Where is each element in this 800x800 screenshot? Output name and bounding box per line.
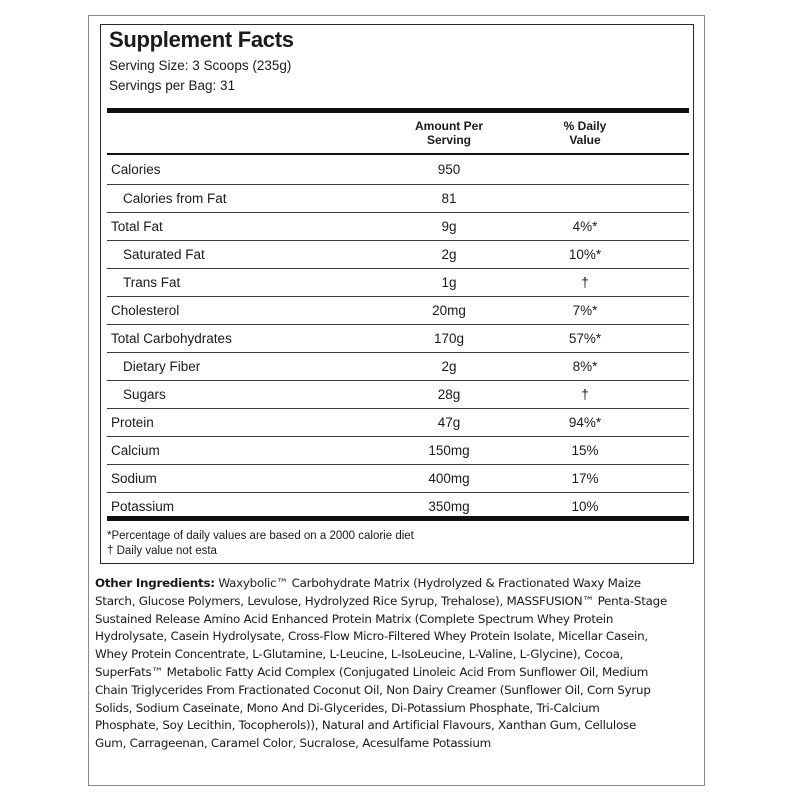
nutrient-name: Calories from Fat [123,191,227,206]
nutrient-row [107,408,689,437]
ingredients-line: Whey Protein Concentrate, L-Glutamine, L-Leucine, L-IsoLeucine, L-Valine, L-Glycine), Cocoa, [95,647,624,662]
nutrient-amount: 81 [441,191,457,206]
serving-size: Serving Size: 3 Scoops (235g) [109,58,292,73]
nutrient-row [107,296,689,325]
nutrient-name: Sugars [123,387,166,402]
nutrient-name: Calcium [111,443,160,458]
nutrient-name: Protein [111,415,154,430]
nutrient-name: Dietary Fiber [123,359,201,374]
ingredients-lines [95,575,701,753]
amount-column-header: Amount Per Serving [414,119,483,147]
ingredients-line: Hydrolysate, Casein Hydrolysate, Cross-Flow Micro-Filtered Whey Protein Isolate, Micellar Casein, [95,629,648,644]
nutrient-amount: 1g [441,275,457,290]
nutrient-name: Total Carbohydrates [111,331,232,346]
nutrient-amount: 20mg [432,303,466,318]
nutrient-daily-value: 4%* [572,219,598,234]
ingredients-line: Solids, Sodium Caseinate, Mono And Di-Glycerides, Di-Potassium Phosphate, Tri-Calcium [95,700,600,715]
nutrient-daily-value: 94%* [568,415,602,430]
bottom-thick-rule [107,516,689,521]
nutrient-amount: 47g [437,415,461,430]
nutrient-row [107,352,689,381]
other-ingredients [95,575,701,753]
nutrient-name: Trans Fat [123,275,181,290]
nutrient-amount: 150mg [428,443,470,458]
nutrient-row [107,324,689,353]
nutrient-name: Calories [111,162,161,177]
ingredients-line: Starch, Glucose Polymers, Levulose, Hydrolyzed Rice Syrup, Trehalose), MASSFUSION™ Penta-Stage [95,593,668,608]
nutrient-name: Cholesterol [111,303,180,318]
nutrient-amount: 400mg [428,471,470,486]
nutrient-row [107,268,689,297]
nutrient-amount: 950 [437,162,461,177]
top-thick-rule [107,108,689,113]
nutrient-row [107,240,689,269]
nutrient-row [107,464,689,493]
servings-per-container: Servings per Bag: 31 [109,78,236,93]
nutrient-daily-value: 10%* [568,247,602,262]
nutrient-amount: 170g [433,331,465,346]
nutrient-name: Total Fat [111,219,163,234]
nutrient-daily-value: 17% [571,471,599,486]
nutrient-name: Potassium [111,499,175,514]
dagger-footnote: † Daily value not esta [107,545,217,557]
nutrient-daily-value: 10% [571,499,599,514]
ingredients-line [95,575,701,593]
nutrient-amount: 350mg [428,499,470,514]
daily-value-column-header: % Daily Value [563,119,607,147]
ingredients-line: Sustained Release Amino Acid Enhanced Protein Matrix (Complete Spectrum Whey Protein [95,611,614,626]
header-rule [107,153,689,155]
nutrient-name: Sodium [111,471,157,486]
nutrient-daily-value: 57%* [568,331,602,346]
nutrient-row [107,436,689,465]
supplement-facts-panel [100,24,694,564]
percent-daily-footnote: *Percentage of daily values are based on a 2000 calorie diet [107,530,414,542]
nutrient-row [107,184,689,213]
nutrient-amount: 28g [437,387,461,402]
nutrient-amount: 9g [441,219,457,234]
nutrient-amount: 2g [441,359,457,374]
nutrient-daily-value: † [581,275,589,290]
ingredients-line: SuperFats™ Metabolic Fatty Acid Complex (Conjugated Linoleic Acid From Sunflower Oil, Medium [95,664,649,679]
nutrient-name: Saturated Fat [123,247,205,262]
nutrient-daily-value: 15% [571,443,599,458]
panel-title: Supplement Facts [109,27,294,52]
ingredients-line: Gum, Carrageenan, Caramel Color, Sucralose, Acesulfame Potassium [95,736,491,751]
ingredients-line: Chain Triglycerides From Fractionated Coconut Oil, Non Dairy Creamer (Sunflower Oil, Corn Syrup [95,682,651,697]
nutrient-daily-value: † [581,387,589,402]
ingredients-text: Waxybolic™ Carbohydrate Matrix (Hydrolyzed & Fractionated Waxy Maize [214,576,641,590]
ingredients-line: Phosphate, Soy Lecithin, Tocopherols)), Natural and Artificial Flavours, Xanthan Gum, Cellulose [95,718,637,733]
nutrient-amount: 2g [441,247,457,262]
nutrient-daily-value: 7%* [572,303,598,318]
nutrient-row [107,212,689,241]
nutrient-row [107,156,689,184]
ingredients-label: Other Ingredients: [95,576,215,590]
nutrient-row [107,380,689,409]
nutrient-daily-value: 8%* [572,359,598,374]
